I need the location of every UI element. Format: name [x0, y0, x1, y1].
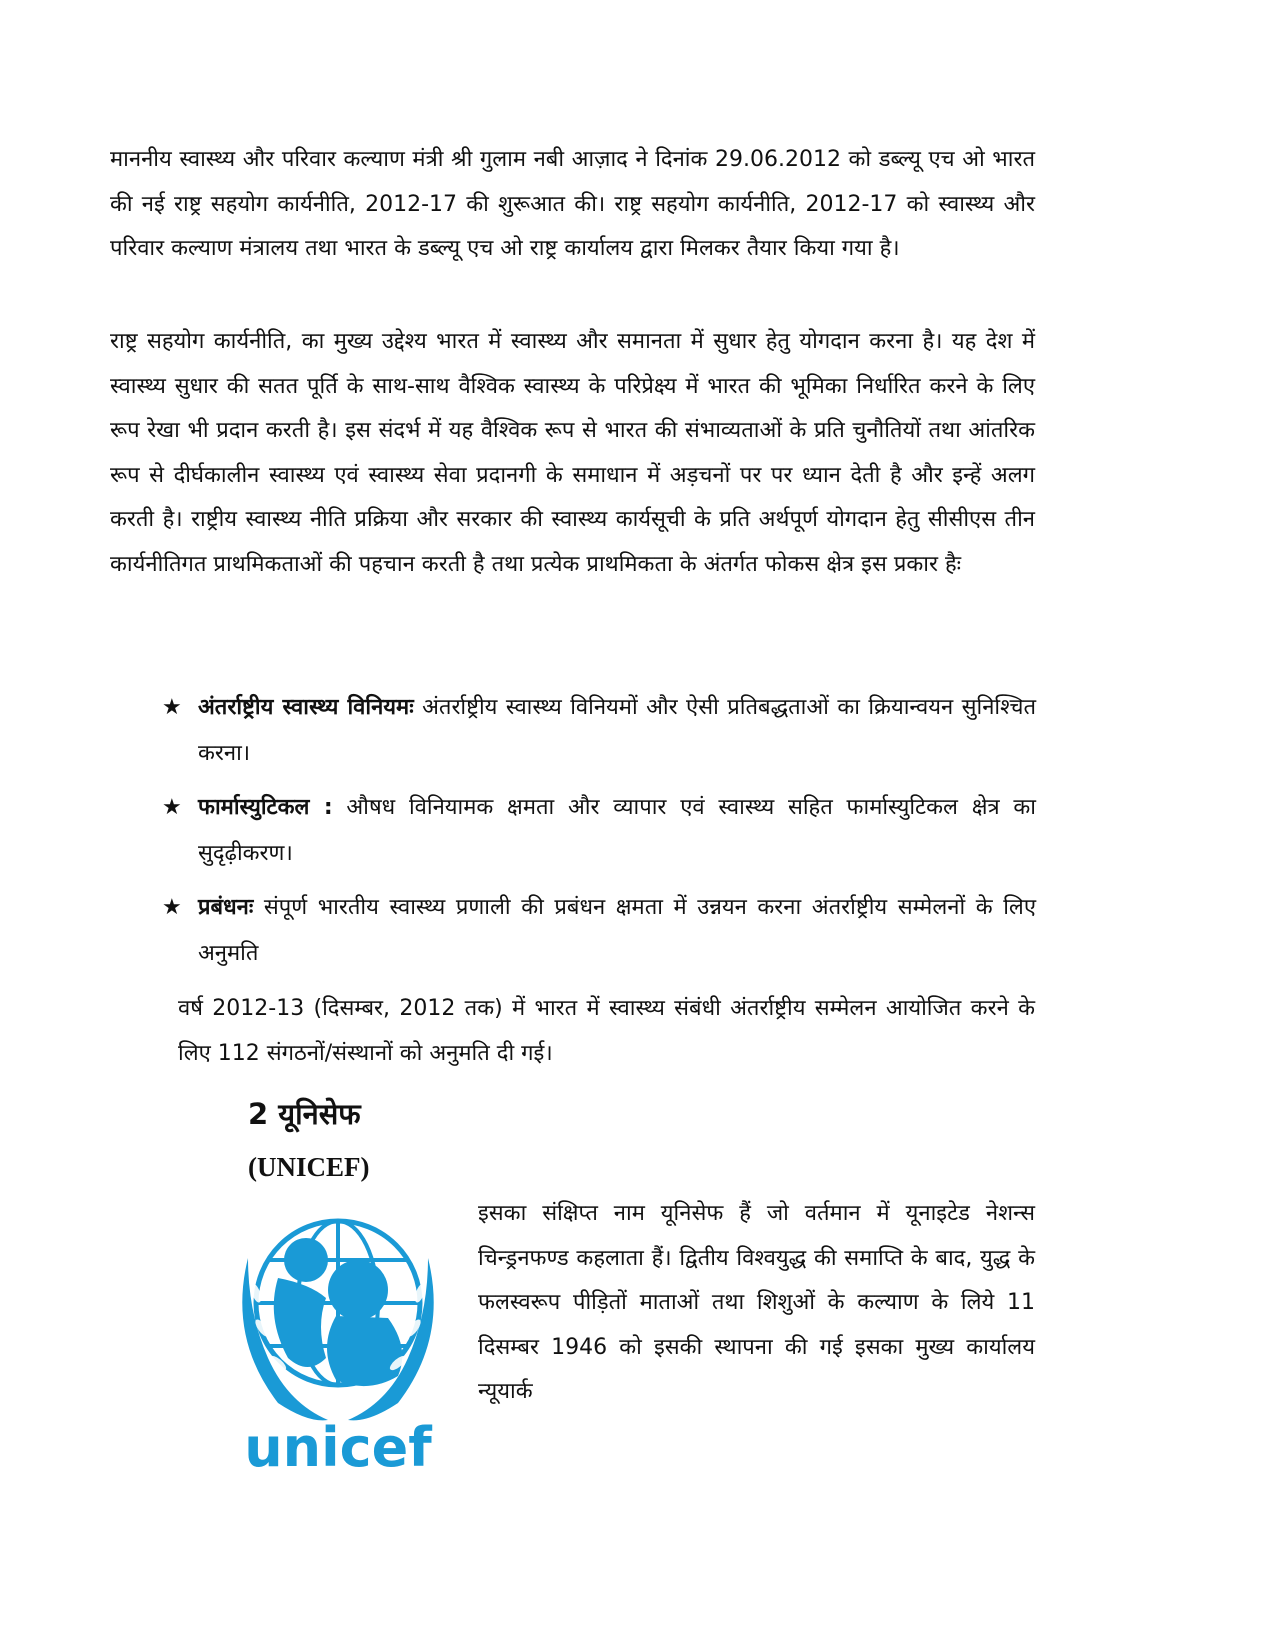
bullet-text: औषध विनियामक क्षमता और व्यापार एवं स्वास्थ्य सहित फार्मास्युटिकल क्षेत्र का सुदृढ़ीकरण। — [198, 795, 1036, 866]
bullet-term: प्रबंधनः — [198, 895, 254, 920]
strategy-paragraph: राष्ट्र सहयोग कार्यनीति, का मुख्य उद्देश्य भारत में स्वास्थ्य और समानता में सुधार हेतु योगदान करना है। यह देश में स्वास्थ्य सुधार की सतत पूर्ति के साथ-साथ वैश्विक स्वास्थ्य के परिप्रेक्ष्य में भारत की भूमिका निर्धारित करने के लिए रूप रेखा भी प्रदान करती है। इस संदर्भ में यह वैश्विक रूप से भारत की संभाव्यताओं के प्रति चुनौतियों तथा आंतरिक रूप से दीर्घकालीन स्वास्थ्य एवं स्वास्थ्य सेवा प्रदानगी के समाधान में अड़चनों पर पर ध्यान देती है और इन्हें अलग करती है। राष्ट्रीय स्वास्थ्य नीति प्रक्रिया और सरकार की स्वास्थ्य कार्यसूची के प्रति अर्थपूर्ण योगदान हेतु सीसीएस तीन कार्यनीतिगत प्राथमिकताओं की पहचान करती है तथा प्रत्येक प्राथमिकता के अंतर्गत फोकस क्षेत्र इस प्रकार हैः — [110, 329, 1035, 577]
list-item — [162, 885, 1036, 977]
bullet-text: संपूर्ण भारतीय स्वास्थ्य प्रणाली की प्रबंधन क्षमता में उन्नयन करना अंतर्राष्ट्रीय सम्मेलनों के लिए अनुमति — [198, 895, 1036, 966]
section-subheading: (UNICEF) — [248, 1152, 370, 1182]
intro-paragraph: माननीय स्वास्थ्य और परिवार कल्याण मंत्री श्री गुलाम नबी आज़ाद ने दिनांक 29.06.2012 को डब्ल्यू एच ओ भारत की नई राष्ट्र सहयोग कार्यनीति, 2012-17 की शुरूआत की। राष्ट्र सहयोग कार्यनीति, 2012-17 को स्वास्थ्य और परिवार कल्याण मंत्रालय तथा भारत के डब्ल्यू एच ओ राष्ट्र कार्यालय द्वारा मिलकर तैयार किया गया है। — [110, 147, 1035, 261]
conference-paragraph: वर्ष 2012-13 (दिसम्बर, 2012 तक) में भारत में स्वास्थ्य संबंधी अंतर्राष्ट्रीय सम्मेलन आयोजित करने के लिए 112 संगठनों/संस्थानों को अनुमति दी गई। — [178, 996, 1035, 1066]
bullet-term: अंतर्राष्ट्रीय स्वास्थ्य विनियमः — [198, 695, 414, 720]
unicef-logo — [218, 1198, 458, 1478]
section-heading: 2 यूनिसेफ — [248, 1097, 361, 1131]
bullet-text: अंतर्राष्ट्रीय स्वास्थ्य विनियमों और ऐसी प्रतिबद्धताओं का क्रियान्वयन सुनिश्चित करना। — [198, 695, 1036, 766]
unicef-wordmark: unicef — [244, 1416, 432, 1478]
bullet-term: फार्मास्युटिकल : — [198, 795, 333, 820]
unicef-paragraph: इसका संक्षिप्त नाम यूनिसेफ हैं जो वर्तमान में यूनाइटेड नेशन्स चिन्ड्रनफण्ड कहलाता हैं। द्वितीय विश्वयुद्ध की समाप्ति के बाद, युद्ध के फलस्वरूप पीड़ितों माताओं तथा शिशुओं के कल्याण के लिये 11 दिसम्बर 1946 को इसकी स्थापना की गई इसका मुख्य कार्यालय न्यूयार्क — [478, 1201, 1035, 1404]
star-icon: ★ — [162, 695, 182, 720]
star-icon: ★ — [162, 795, 182, 820]
list-item — [162, 785, 1036, 877]
list-item — [162, 685, 1036, 777]
star-icon: ★ — [162, 895, 182, 920]
priority-list — [162, 685, 1036, 985]
